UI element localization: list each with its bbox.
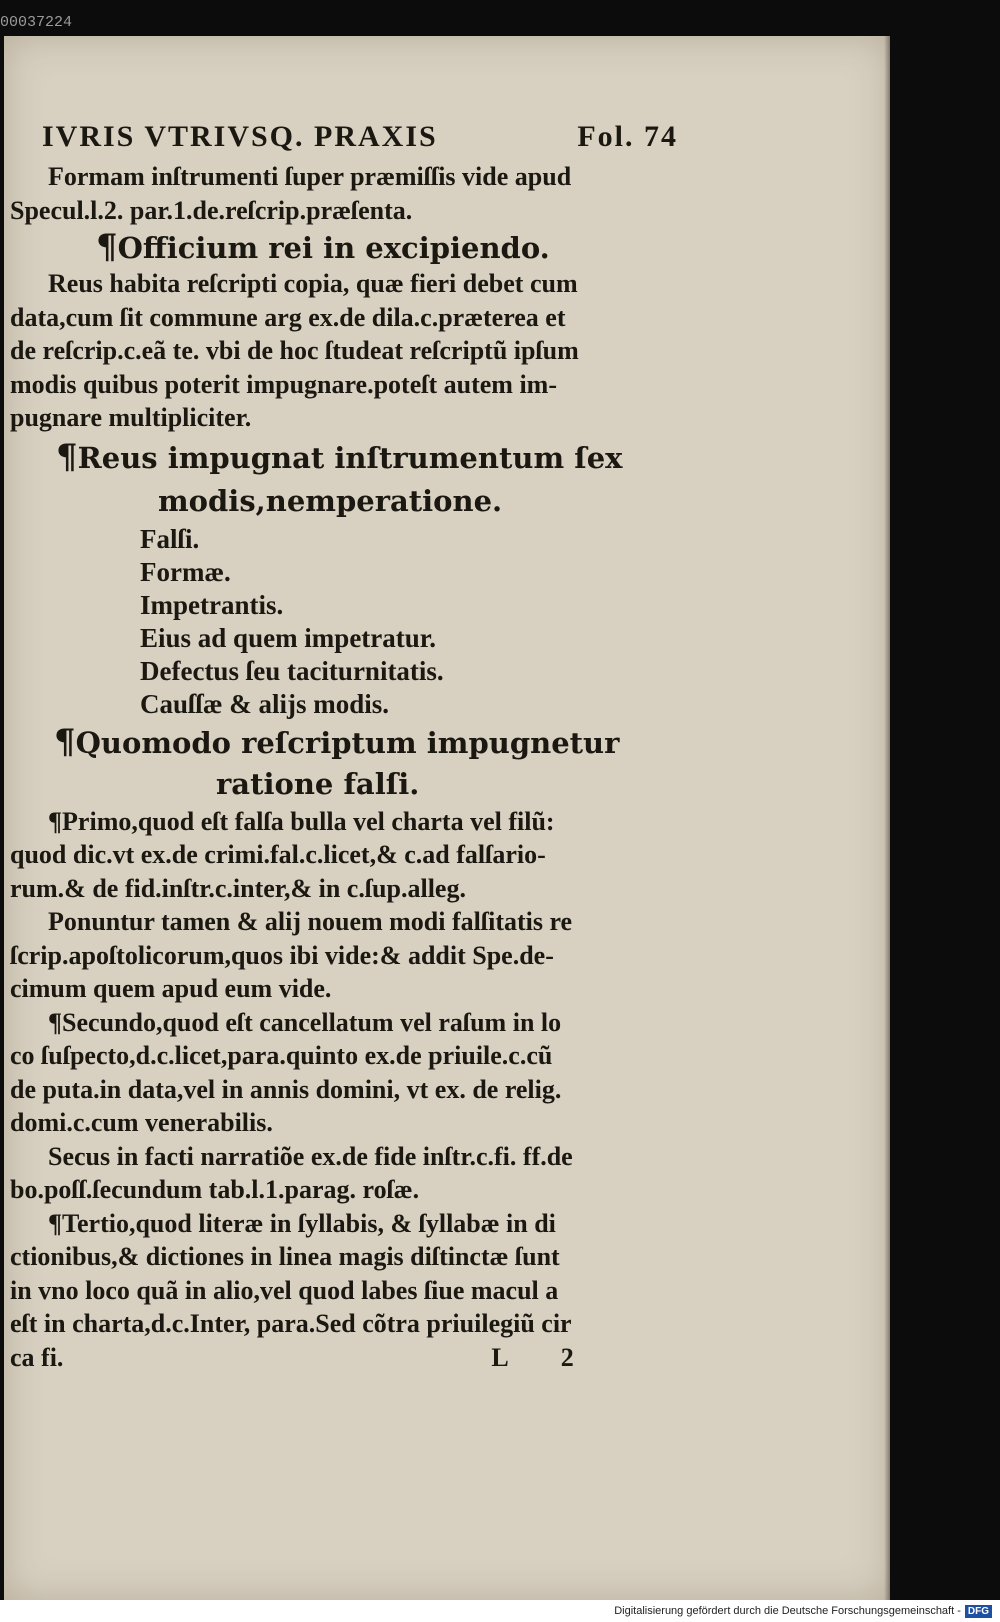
text-line-content: Secundo,quod eſt cancellatum vel raſum in lo [62,1007,562,1037]
heading-text: Officium rei in excipiendo. [117,231,550,265]
list-item: Formæ. [140,556,231,587]
heading-continuation: modis,nemperatione. [158,483,503,518]
text-line: Ponuntur tamen & aliј nouem modi falſitatis re [48,907,573,936]
text-line: in vno loco quã in alio,vel quod labes ſiue macul a [10,1275,559,1305]
text-line [10,1207,678,1241]
page-text-block [10,120,678,1375]
pilcrow-icon: ¶ [54,721,76,762]
text-line: ſcrip.apoſtolicorum,quos ibi vide:& addit Spe.de- [10,940,554,970]
text-line: rum.& de fid.inſtr.c.inter,& in c.ſup.alleg. [10,873,466,903]
text-line: domi.c.cum venerabilis. [10,1108,273,1137]
signature-number: 2 [560,1342,574,1372]
text-line: Specul.l.2. par.1.de.reſcrip.præſenta. [10,195,413,225]
text-line: Secus in facti narratiõe ex.de fide inſtr.c.fi. ff.de [48,1141,573,1171]
text-line [10,805,678,839]
text-line: de reſcrip.c.eã te. vbi de hoc ſtudeat reſcriptũ ipſum [10,336,579,365]
text-line: eſt in charta,d.c.Inter, para.Sed cõtra priuilegiũ cir [10,1309,572,1338]
signature-letter: L [491,1342,509,1372]
pilcrow-icon: ¶ [48,1208,63,1238]
text-line: bo.poſſ.ſecundum tab.l.1.parag. roſæ. [10,1175,420,1204]
scan-id-label: 00037224 [0,14,73,31]
text-line: co ſuſpecto,d.c.licet,para.quinto ex.de priuile.c.cũ [10,1041,553,1070]
folio-number: Fol. 74 [577,120,678,153]
text-line: quod dic.vt ex.de crimi.fal.c.licet,& c.ad falſario- [10,840,546,869]
text-line: pugnare multipliciter. [10,403,252,432]
text-line: ctionibus,& dictiones in linea magis diſtinctæ ſunt [10,1242,560,1271]
list-item: Eius ad quem impetratur. [140,622,437,653]
text-line: Formam inſtrumenti ſuper præmiſſis vide apud [48,162,572,191]
text-line: ca fi. [10,1342,64,1372]
text-line: de puta.in data,vel in annis domini, vt ex. de relig. [10,1074,562,1104]
text-line: Reus habita reſcripti copia, quæ fieri debet cum [48,269,578,298]
pilcrow-icon: ¶ [48,1007,63,1037]
text-line: data,cum ſit commune arg ex.de dila.c.præterea et [10,302,566,332]
section-heading [10,721,678,763]
text-line: cimum quem apud eum vide. [10,974,332,1003]
digitization-footer [0,1600,1000,1622]
pilcrow-icon: ¶ [56,436,78,477]
heading-continuation: ratione falſi. [216,766,420,801]
list-item: Cauſſæ & aliјs modis. [140,688,390,719]
text-line [10,1006,678,1040]
signature-line [10,1341,678,1375]
dfg-logo: DFG [965,1605,992,1618]
pilcrow-icon: ¶ [48,806,63,836]
running-head-title: IVRIS VTRIVSQ. PRAXIS [42,120,438,153]
footer-credit: Digitalisierung gefördert durch die Deutsche Forschungsgemeinschaft - [614,1605,961,1617]
list-item: Defectus ſeu taciturnitatis. [140,655,444,686]
running-head [10,120,678,160]
section-heading [10,435,678,479]
heading-text: Quomodo reſcriptum impugnetur [75,725,620,760]
heading-text: Reus impugnat inſtrumentum ſex [77,440,623,475]
list-item: Falſi. [140,523,200,554]
text-line: modis quibus poterit impugnare.poteſt autem im- [10,369,557,399]
text-line-content: Tertio,quod literæ in ſyllabis, & ſyllabæ in di [62,1208,556,1238]
pilcrow-icon: ¶ [96,227,118,267]
text-line-content: Primo,quod eſt falſa bulla vel charta vel filũ: [62,806,555,836]
list-item: Impetrantis. [140,589,284,620]
book-page [4,36,890,1600]
section-heading [10,227,678,267]
